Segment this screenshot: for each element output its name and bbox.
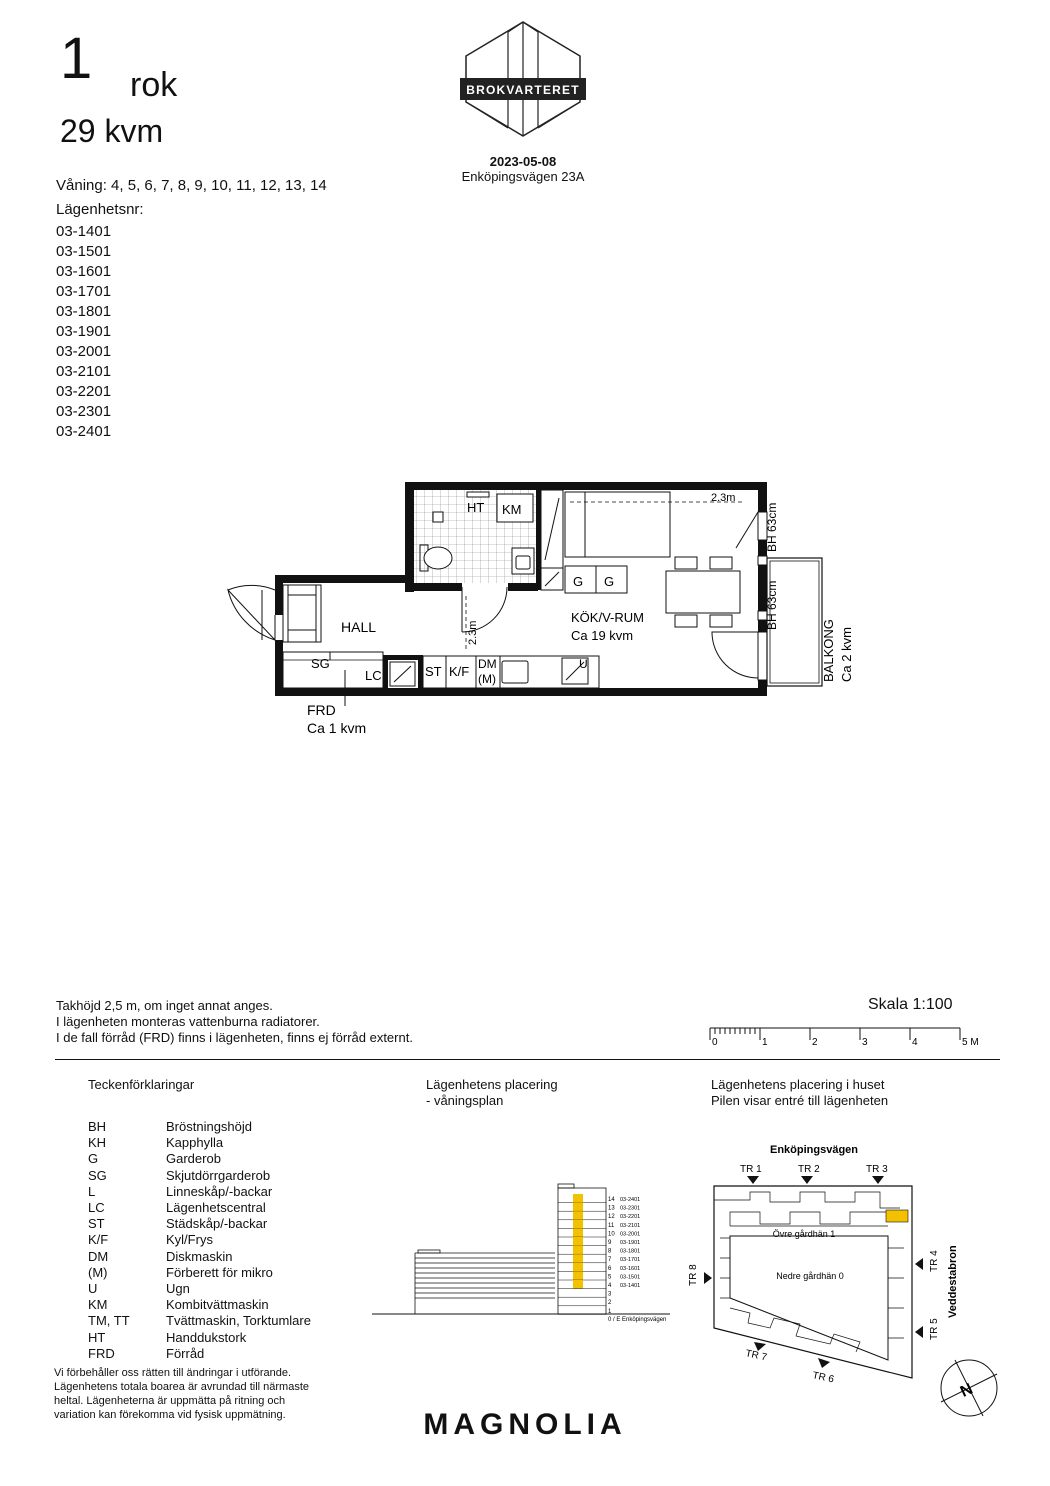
- floors-value: 4, 5, 6, 7, 8, 9, 10, 11, 12, 13, 14: [111, 177, 327, 194]
- floor-placement-title: [426, 1077, 558, 1109]
- stair-label: TR 5: [929, 1318, 940, 1340]
- floor-apartment: 03-2101: [620, 1222, 641, 1229]
- km-label: KM: [502, 502, 522, 517]
- room-label-frd: FRD: [307, 702, 336, 718]
- floor-apartment: 03-1401: [620, 1283, 641, 1289]
- scale-bar: [700, 1020, 990, 1050]
- shower-drain: [433, 512, 443, 522]
- legend-abbr: LC: [88, 1200, 105, 1216]
- notes: [56, 998, 413, 1046]
- floor-apartment: 03-1501: [620, 1274, 641, 1281]
- floor-number: 8: [608, 1248, 612, 1255]
- legend-row: [88, 1249, 311, 1265]
- legend-row: [88, 1151, 311, 1167]
- floor-placement-diagram: [370, 1180, 690, 1323]
- sill-height-mid: BH 63cm: [765, 580, 779, 630]
- legend-text: Garderob: [166, 1151, 221, 1167]
- dm-label: DM: [478, 657, 497, 671]
- bath-sink: [512, 548, 534, 574]
- floor-apartment: 03-1801: [620, 1248, 641, 1255]
- floor-number: 11: [608, 1222, 615, 1229]
- stair-label: TR 1: [740, 1164, 762, 1175]
- floor-apartment: 03-1701: [620, 1257, 641, 1264]
- courtyard-upper-label: Övre gårdhän 1: [772, 1229, 836, 1239]
- legend-text: Lägenhetscentral: [166, 1200, 266, 1216]
- list-item: 03-1801: [56, 303, 112, 320]
- sill-height-top: BH 63cm: [765, 502, 779, 552]
- floor-apartment: 03-2401: [620, 1197, 641, 1203]
- stair-label: TR 7: [744, 1348, 768, 1364]
- legend-abbr: U: [88, 1281, 98, 1297]
- site-plan: [690, 1138, 1000, 1428]
- legend-abbr: HT: [88, 1329, 106, 1345]
- list-item: 03-2101: [56, 363, 112, 380]
- legend-abbr: SG: [88, 1167, 107, 1183]
- legend-text: Förberett för mikro: [166, 1264, 273, 1280]
- legend-text: Bröstningshöjd: [166, 1119, 252, 1134]
- floor-number: 1: [608, 1308, 612, 1315]
- section-divider: [55, 1059, 1000, 1060]
- list-item: 03-1401: [56, 223, 112, 240]
- scale-tick-label: 4: [912, 1037, 918, 1048]
- stair-label: TR 3: [866, 1164, 888, 1175]
- g1-label: G: [573, 574, 584, 589]
- floor-apartment: 03-2301: [620, 1205, 641, 1212]
- ground-floor-label: 0 / E Enköpingsvägen: [608, 1317, 667, 1323]
- entrance-door: [228, 590, 275, 640]
- dining-table: [666, 571, 740, 613]
- floor-apartment: 03-2201: [620, 1214, 641, 1221]
- floor-rows: [558, 1194, 640, 1315]
- floor-number: 3: [608, 1291, 612, 1298]
- floor-highlight: [573, 1271, 583, 1280]
- legend-abbr: KH: [88, 1135, 107, 1151]
- g2-label: G: [604, 574, 615, 589]
- legend-abbr: K/F: [88, 1232, 109, 1248]
- legend-text: Handdukstork: [166, 1329, 247, 1345]
- legend-row: [88, 1330, 311, 1346]
- scale-tick-label: 3: [862, 1037, 868, 1048]
- apartment-highlight: [886, 1210, 908, 1222]
- room-label-balcony: BALKONG: [821, 619, 836, 682]
- list-item: 03-2201: [56, 383, 112, 400]
- logo-text: BROKVARTERET: [466, 83, 580, 97]
- floors-label: Våning:: [56, 177, 107, 194]
- note-line: I de fall förråd (FRD) finns i lägenheten, finns ej förråd externt.: [56, 1030, 413, 1045]
- floor-highlight: [573, 1228, 583, 1237]
- scale-label: Skala 1:100: [868, 996, 953, 1013]
- legend-text: Kombitvättmaskin: [166, 1297, 269, 1313]
- sink: [502, 661, 528, 683]
- legend-row: [88, 1346, 311, 1362]
- floor-number: 7: [608, 1257, 612, 1264]
- ceiling-height-hall: 2.3m: [467, 620, 479, 645]
- rooms-count: 1: [60, 26, 93, 91]
- legend-abbr: ST: [88, 1216, 105, 1232]
- balcony-door: [712, 632, 758, 678]
- list-item: 03-1501: [56, 243, 112, 260]
- legend-abbr: BH: [88, 1119, 107, 1134]
- plan-date: 2023-05-08: [489, 154, 557, 169]
- legend-row: [88, 1135, 311, 1151]
- ceiling-height-top: 2.3m: [711, 492, 736, 504]
- ht-label: HT: [467, 500, 485, 515]
- floor-highlight: [573, 1237, 583, 1246]
- floor-placement-subheading: - våningsplan: [426, 1093, 504, 1108]
- legend-text: Diskmaskin: [166, 1248, 233, 1264]
- kf-label: K/F: [449, 664, 470, 679]
- floor-number: 13: [608, 1205, 615, 1212]
- legend-row: [88, 1265, 311, 1281]
- floor-number: 12: [608, 1214, 615, 1221]
- room-area-balcony: Ca 2 kvm: [839, 627, 854, 682]
- legend-row: [88, 1232, 311, 1248]
- scale-tick-label: 0: [712, 1037, 718, 1048]
- legend-text: Kyl/Frys: [166, 1232, 213, 1248]
- disclaimer-line: Vi förbehåller oss rätten till ändringar i utförande.: [54, 1367, 292, 1379]
- legend-text: Tvättmaskin, Torktumlare: [166, 1313, 311, 1329]
- note-line: Takhöjd 2,5 m, om inget annat anges.: [56, 998, 273, 1013]
- compass-label: N: [957, 1380, 976, 1401]
- list-item: 03-1901: [56, 323, 112, 340]
- floor-apartment: 03-1601: [620, 1265, 641, 1272]
- house-placement-title: [711, 1077, 888, 1109]
- legend-row: [88, 1297, 311, 1313]
- list-item: 03-2301: [56, 403, 112, 420]
- legend-abbr: L: [88, 1183, 96, 1199]
- room-area-frd: Ca 1 kvm: [307, 720, 367, 736]
- floor-placement-heading: Lägenhetens placering: [426, 1077, 558, 1092]
- legend-row: [88, 1200, 311, 1216]
- room-area-kitchen: Ca 19 kvm: [571, 628, 634, 643]
- floor-number: 2: [608, 1300, 612, 1307]
- floor-number: 14: [608, 1197, 615, 1203]
- legend-text: Förråd: [166, 1345, 205, 1361]
- stair-label: TR 4: [929, 1250, 940, 1272]
- legend: [88, 1119, 311, 1362]
- floor-number: 9: [608, 1240, 612, 1246]
- floor-highlight: [573, 1254, 583, 1263]
- legend-abbr: KM: [88, 1297, 108, 1313]
- legend-row: [88, 1184, 311, 1200]
- plan-address: Enköpingsvägen 23A: [461, 169, 585, 184]
- m-label: (M): [478, 672, 496, 686]
- courtyard-lower-label: Nedre gårdhän 0: [776, 1271, 844, 1281]
- legend-text: Linneskåp/-backar: [166, 1183, 273, 1199]
- disclaimer-line: heltal. Lägenheterna är uppmätta på ritning och: [54, 1395, 286, 1407]
- house-placement-subheading: Pilen visar entré till lägenheten: [711, 1093, 889, 1108]
- floor-number: 5: [608, 1274, 612, 1281]
- disclaimer-line: variation kan förekomma vid fysisk uppmätning.: [54, 1409, 286, 1421]
- legend-text: Städskåp/-backar: [166, 1216, 268, 1232]
- floor-number: 4: [608, 1283, 612, 1289]
- floor-highlight: [573, 1194, 583, 1203]
- floor-highlight: [573, 1263, 583, 1272]
- floor-highlight: [573, 1203, 583, 1212]
- legend-title: Teckenförklaringar: [88, 1077, 195, 1092]
- legend-text: Skjutdörrgarderob: [166, 1167, 271, 1183]
- floor-apartment: 03-1901: [620, 1240, 641, 1246]
- apartments-label: Lägenhetsnr:: [56, 201, 144, 218]
- legend-row: [88, 1281, 311, 1297]
- rooms-unit: rok: [130, 66, 178, 104]
- stair-label: TR 8: [688, 1264, 699, 1286]
- legend-row: [88, 1168, 311, 1184]
- scale-tick-label: 2: [812, 1037, 818, 1048]
- brand-logo: MAGNOLIA: [423, 1408, 627, 1441]
- legend-row: [88, 1119, 311, 1135]
- legend-abbr: (M): [88, 1264, 108, 1280]
- floor-highlight: [573, 1280, 583, 1289]
- stair-label: TR 2: [798, 1164, 820, 1175]
- scale-tick-label: 5 M: [962, 1037, 979, 1048]
- floor-number: 10: [608, 1231, 615, 1238]
- coat-rack: [283, 585, 321, 642]
- street-label-right: Veddestabron: [947, 1245, 959, 1318]
- list-item: 03-2001: [56, 343, 112, 360]
- room-label-hall: HALL: [341, 619, 377, 635]
- st-label: ST: [425, 664, 442, 679]
- list-item: 03-1601: [56, 263, 112, 280]
- legend-abbr: FRD: [88, 1345, 115, 1361]
- floor-highlight: [573, 1211, 583, 1220]
- floor-highlight: [573, 1246, 583, 1255]
- legend-abbr: DM: [88, 1248, 109, 1264]
- legend-abbr: TM, TT: [88, 1313, 130, 1329]
- u-label: U: [579, 657, 588, 671]
- lc-label: LC: [365, 668, 382, 683]
- legend-row: [88, 1313, 311, 1329]
- legend-text: Ugn: [166, 1281, 190, 1297]
- apartment-area: 29 kvm: [60, 113, 164, 149]
- stair-label: TR 6: [811, 1370, 835, 1386]
- floor-highlight: [573, 1220, 583, 1229]
- disclaimer-line: Lägenhetens totala boarea är avrundad till närmaste: [54, 1381, 310, 1393]
- legend-abbr: G: [88, 1151, 99, 1167]
- list-item: 03-1701: [56, 283, 112, 300]
- room-label-kitchen: KÖK/V-RUM: [571, 610, 644, 625]
- house-placement-heading: Lägenhetens placering i huset: [711, 1077, 885, 1092]
- list-item: 03-2401: [56, 423, 112, 440]
- legend-text: Kapphylla: [166, 1135, 224, 1151]
- floor-number: 6: [608, 1265, 612, 1272]
- sg-label: SG: [311, 656, 330, 671]
- note-line: I lägenheten monteras vattenburna radiatorer.: [56, 1014, 320, 1029]
- floor-apartment: 03-2001: [620, 1231, 641, 1238]
- scale-tick-label: 1: [762, 1037, 768, 1048]
- legend-row: [88, 1216, 311, 1232]
- street-label-top: Enköpingsvägen: [769, 1144, 859, 1156]
